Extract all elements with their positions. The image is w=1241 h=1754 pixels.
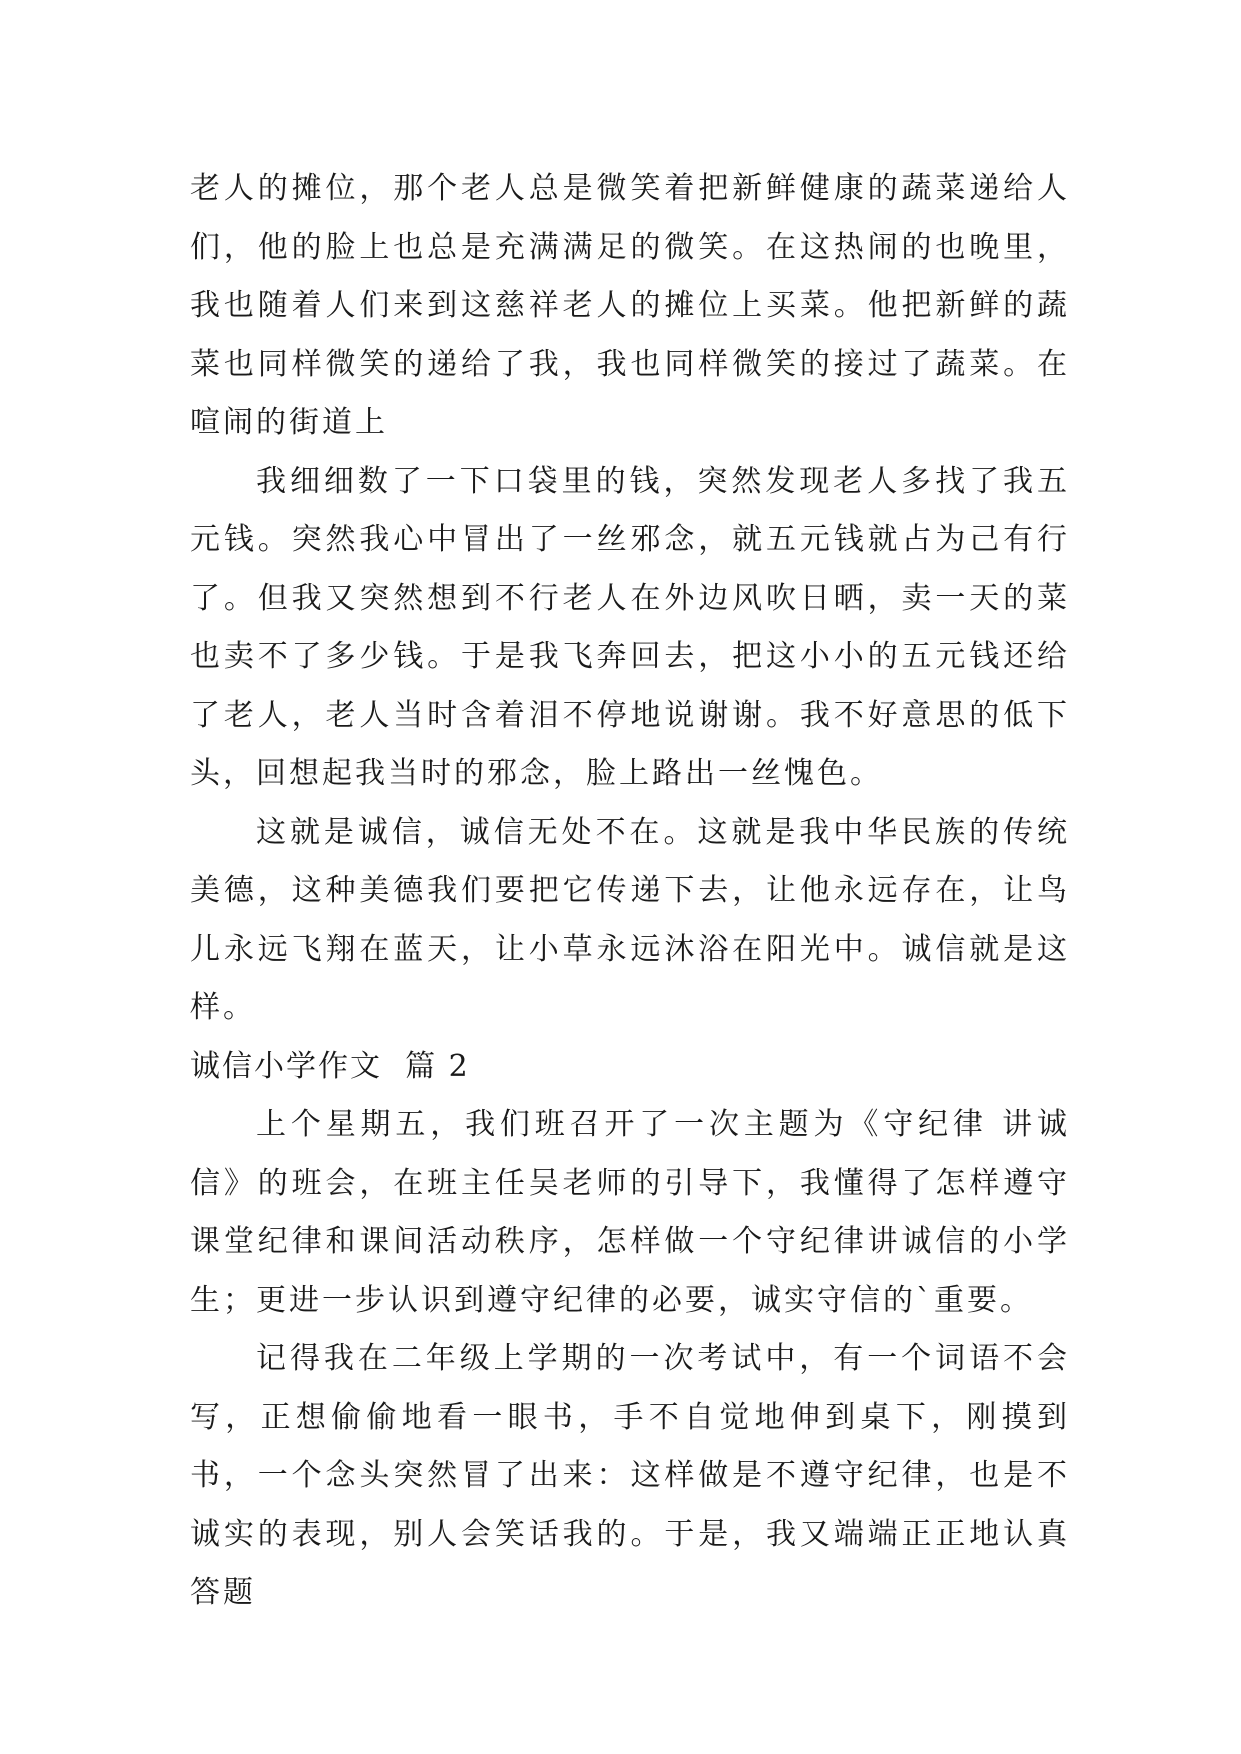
paragraph-1: 老人的摊位，那个老人总是微笑着把新鲜健康的蔬菜递给人们，他的脸上也总是充满满足的微笑。在这热闹的也晚里，我也随着人们来到这慈祥老人的摊位上买菜。他把新鲜的蔬菜也同样微笑的递给了我，我也同样微笑的接过了蔬菜。在喧闹的街道上 — [190, 171, 1070, 440]
paragraph-4: 上个星期五，我们班召开了一次主题为《守纪律 讲诚信》的班会，在班主任吴老师的引导下，我懂得了怎样遵守课堂纪律和课间活动秩序，怎样做一个守纪律讲诚信的小学生；更进一步认识到遵守纪律的必要，诚实守信的`重要。 — [190, 1107, 1070, 1318]
paragraph-2: 我细细数了一下口袋里的钱，突然发现老人多找了我五元钱。突然我心中冒出了一丝邪念，就五元钱就占为己有行了。但我又突然想到不行老人在外边风吹日晒，卖一天的菜也卖不了多少钱。于是我飞奔回去，把这小小的五元钱还给了老人，老人当时含着泪不停地说谢谢。我不好意思的低下头，回想起我当时的邪念，脸上路出一丝愧色。 — [190, 463, 1070, 791]
section-heading: 诚信小学作文 篇 2 — [190, 1048, 470, 1084]
paragraph-5: 记得我在二年级上学期的一次考试中，有一个词语不会写，正想偷偷地看一眼书，手不自觉地伸到桌下，刚摸到书，一个念头突然冒了出来：这样做是不遵守纪律，也是不诚实的表现，别人会笑话我的。于是，我又端端正正地认真答题 — [190, 1341, 1070, 1610]
document-body — [190, 160, 1070, 1623]
paragraph-3: 这就是诚信，诚信无处不在。这就是我中华民族的传统美德，这种美德我们要把它传递下去，让他永远存在，让鸟儿永远飞翔在蓝天，让小草永远沐浴在阳光中。诚信就是这样。 — [190, 814, 1070, 1025]
